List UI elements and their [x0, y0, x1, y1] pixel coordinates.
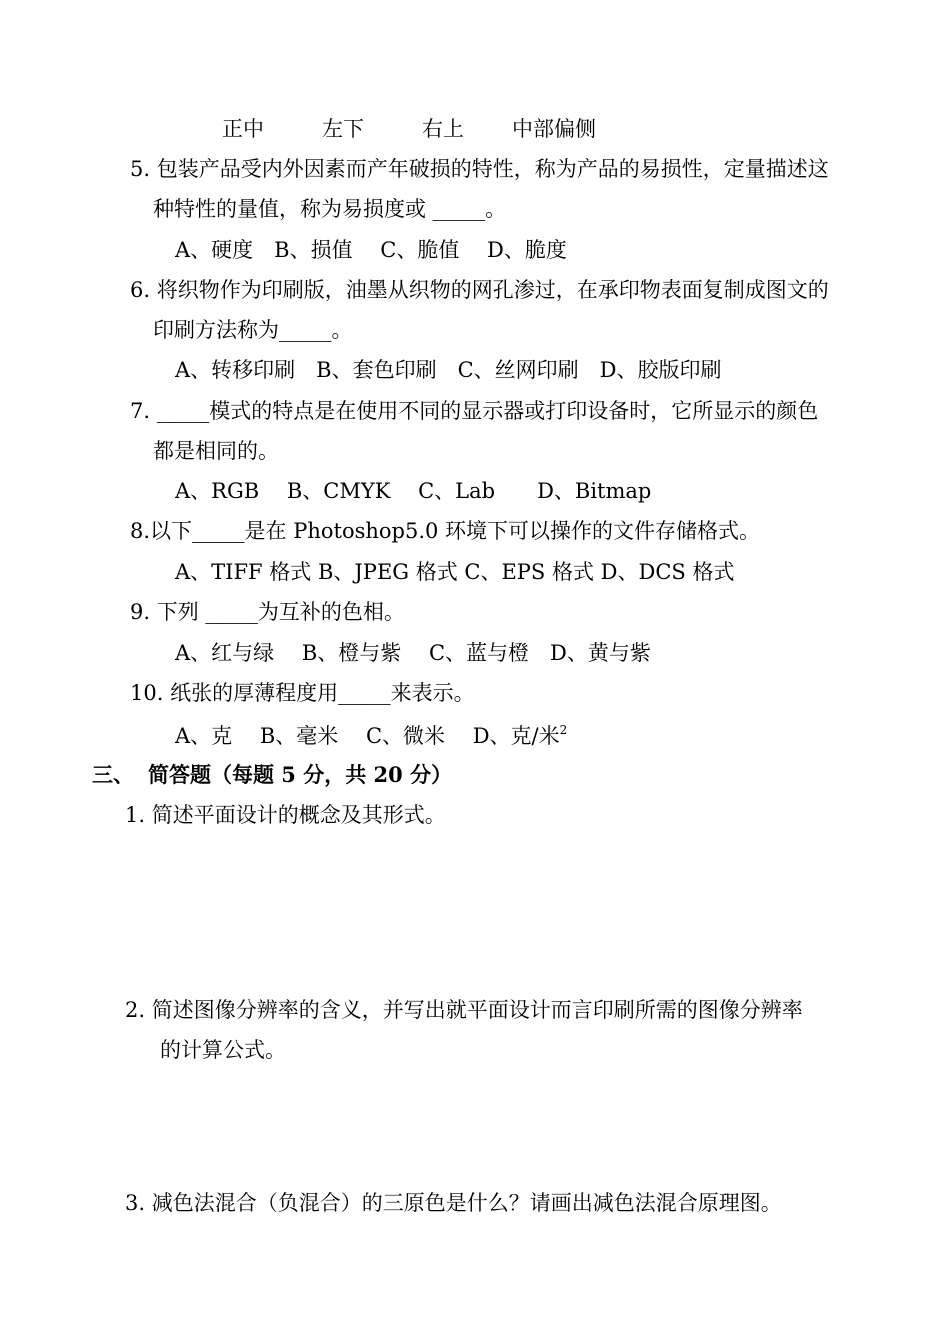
question-9-options: A、红与绿 B、橙与紫 C、蓝与橙 D、黄与紫 [175, 641, 651, 665]
question-9-text: 9. 下列 _____为互补的色相。 [130, 600, 405, 624]
short-answer-1: 1. 简述平面设计的概念及其形式。 [125, 803, 446, 827]
superscript-2: 2 [559, 723, 568, 737]
section-3-title: 简答题（每题 5 分，共 20 分） [148, 762, 453, 787]
question-5-text: 5. 包装产品受内外因素而产年破损的特性，称为产品的易损性，定量描述这 [130, 157, 829, 181]
short-answer-2-cont: 的计算公式。 [160, 1038, 286, 1062]
question-7-text-cont: 都是相同的。 [153, 439, 279, 463]
short-answer-2: 2. 简述图像分辨率的含义，并写出就平面设计而言印刷所需的图像分辨率 [125, 998, 803, 1022]
question-8-text: 8.以下_____是在 Photoshop5.0 环境下可以操作的文件存储格式。 [130, 519, 761, 543]
question-5-options: A、硬度 B、损值 C、脆值 D、脆度 [175, 238, 567, 262]
question-5-text-cont: 种特性的量值，称为易损度或 _____。 [153, 197, 507, 221]
question-10-text: 10. 纸张的厚薄程度用_____来表示。 [130, 681, 475, 705]
question-8-options: A、TIFF 格式 B、JPEG 格式 C、EPS 格式 D、DCS 格式 [175, 560, 735, 584]
question-10-options-text: A、克 B、毫米 C、微米 D、克/米 [175, 724, 560, 748]
question-7-options: A、RGB B、CMYK C、Lab D、Bitmap [175, 479, 652, 503]
question-6-text: 6. 将织物作为印刷版，油墨从织物的网孔渗过，在承印物表面复制成图文的 [130, 278, 829, 302]
prev-option-2: 左下 [322, 117, 364, 141]
section-3-number: 三、 [92, 762, 134, 787]
prev-option-1: 正中 [222, 117, 264, 141]
question-6-text-cont: 印刷方法称为_____。 [153, 318, 353, 342]
question-10-options [175, 724, 567, 747]
short-answer-3: 3. 减色法混合（负混合）的三原色是什么？请画出减色法混合原理图。 [125, 1191, 782, 1215]
prev-option-4: 中部偏侧 [512, 117, 596, 141]
prev-option-3: 右上 [422, 117, 464, 141]
question-7-text: 7. _____模式的特点是在使用不同的显示器或打印设备时，它所显示的颜色 [130, 399, 819, 423]
question-6-options: A、转移印刷 B、套色印刷 C、丝网印刷 D、胶版印刷 [175, 358, 722, 382]
